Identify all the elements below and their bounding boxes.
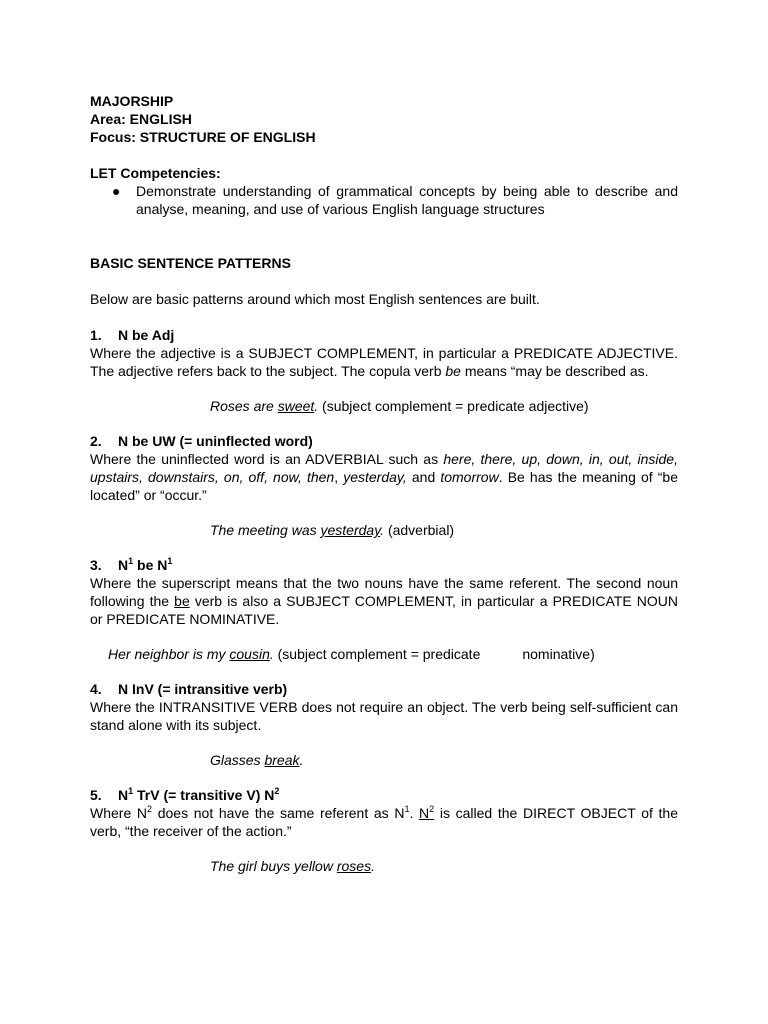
pattern-description: Where the INTRANSITIVE VERB does not require an object. The verb being self-sufficient can stand alone with its subject. (90, 699, 678, 733)
document-page (90, 92, 678, 892)
list-item: ● Demonstrate understanding of grammatical concepts by being able to describe and analyse, meaning, and use of various English language structures (112, 183, 678, 217)
pattern-heading: 5. $N^1$ TrV (= transitive V) $N^2$ (90, 786, 280, 803)
pattern-example: Her neighbor is my cousin. (subject complement = predicate nominative) (108, 646, 595, 662)
pattern-example: The girl buys yellow roses. (210, 858, 375, 874)
pattern-3 (90, 556, 678, 663)
competencies-list (90, 182, 678, 218)
pattern-description: Where $N^2$ does not have the same referent as $N^1$. $N^2$ is called the DIRECT OBJECT of the verb, “the receiver of the action.” (90, 804, 679, 839)
pattern-heading: 2. N be UW (= uninflected word) (90, 433, 313, 449)
focus-label: Focus: STRUCTURE OF ENGLISH (90, 129, 316, 145)
competencies-heading: LET Competencies: (90, 165, 221, 181)
section-intro: Below are basic patterns around which most English sentences are built. (90, 291, 540, 307)
majorship-label: MAJORSHIP (90, 93, 174, 109)
pattern-description: Where the adjective is a SUBJECT COMPLEMENT, in particular a PREDICATE ADJECTIVE. The adjective refers back to the subject. The copula verb be means “may be described as. (90, 345, 678, 379)
area-label: Area: ENGLISH (90, 111, 192, 127)
pattern-example: The meeting was yesterday. (adverbial) (210, 522, 455, 538)
pattern-5 (90, 786, 678, 875)
pattern-heading: 1. N be Adj (90, 327, 175, 343)
section-title: BASIC SENTENCE PATTERNS (90, 255, 291, 271)
pattern-heading: 4. N InV (= intransitive verb) (90, 681, 288, 697)
pattern-example: Roses are sweet. (subject complement = predicate adjective) (210, 398, 589, 414)
pattern-2 (90, 432, 678, 539)
pattern-1 (90, 326, 678, 415)
pattern-heading: 3. $N^1$ be $N^1$ (90, 556, 173, 573)
pattern-description: Where the uninflected word is an ADVERBIAL such as here, there, up, down, in, out, inside, upstairs, downstairs, on, off, now, then, yesterday, and tomorrow. Be has the meaning of “be located” or “occur.” (90, 451, 679, 503)
pattern-4 (90, 680, 678, 769)
pattern-example: Glasses break. (210, 752, 304, 768)
pattern-description: Where the superscript means that the two nouns have the same referent. The second noun following the be verb is also a SUBJECT COMPLEMENT, in particular a PREDICATE NOUN or PREDICATE NOMINATIVE. (90, 575, 679, 627)
bullet-icon: ● (112, 183, 121, 199)
